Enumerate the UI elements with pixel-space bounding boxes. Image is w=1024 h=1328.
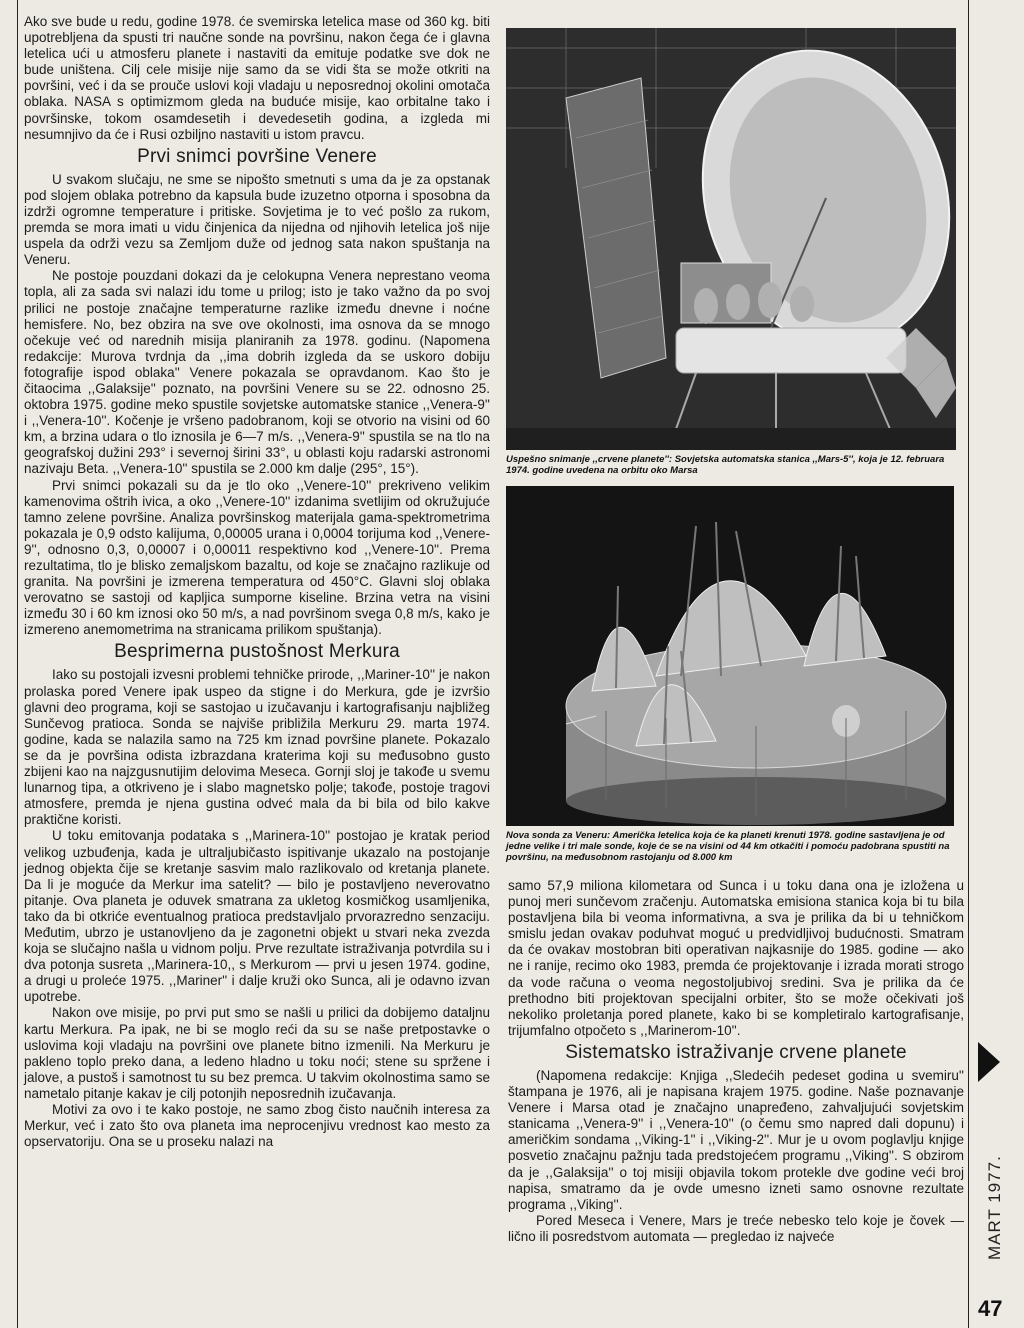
heading-mercury-desolation: Besprimerna pustošnost Merkura [114, 641, 400, 663]
venus-multiprobe-illustration [506, 486, 954, 826]
intro-paragraph: Ako sve bude u redu, godine 1978. će svemirska letelica mase od 360 kg. biti upotrebljena da spusti tri naučne sonde na površinu, nakon čega će i glavna letelica ući u atmosferu planete i nastaviti da emituje podatke sve dok ne bude uništena. Cilj cele misije nije samo da se vidi šta se može otkriti na površini, već i da se prouče uslovi koji vladaju u neposrednoj okolini omotača oblaka. NASA s optimizmom gleda na buduće misije, kao orbitalne tako i površinske, tokom osamdesetih i devedesetih godina, a izgleda mi nesumnjivo da će i Rusi ozbiljno nastaviti u istom pravcu. [24, 14, 490, 142]
paragraph: (Napomena redakcije: Knjiga ,,Sledećih pedeset godina u svemiru'' štampana je 1976, ali je napisana krajem 1975. godine. Naše poznavanje Venere i Marsa otad je značajno unapređeno, zahvaljujući sovjetskim stanicama ,,Venera-9'' i ,,Venera-10'' (o čemu smo napred dali dopunu) i američkim sondama ,,Viking-1'' i ,,Viking-2''. Mur je u ovom poglavlju knjige posvetio značajnu pažnju tada predstojećem programu ,,Viking''. S obzirom da je ,,Galaksija'' o toj misiji objavila tokom protekle dve godine veći broj napisa, smatramo da je ovde umesno izneti samo osnovne rezultate programa ,,Viking''. [508, 1067, 964, 1212]
heading-first-venus-images: Prvi snimci površine Venere [137, 145, 377, 167]
left-text-column [24, 14, 490, 1150]
paragraph: Iako su postojali izvesni problemi tehničke prirode, ,,Mariner-10'' je nakon prolaska pored Venere ipak uspeo da stigne i do Merkura, gde je izvršio glavni deo programa, koji se sastojao u izučavanju i kartografisanju najbližeg Sunčevog pratioca. Sonda se najviše približila Merkuru 29. marta 1974. godine, kada se nalazila samo na 725 km iznad površine planete. Pokazalo se da je površina odista izbrazdana kraterima koji su međusobno gusto zbijeni kao na najzgusnutijim delovima Meseca. Gornji sloj je takođe u svemu lunarnog tipa, a otkriveno je i slabo magnetsko polje; takođe, postoje tragovi atmosfere, premda je njena gustina odveć mala da bi bila od bilo kakve praktične koristi. [24, 667, 490, 828]
paragraph: samo 57,9 miliona kilometara od Sunca i u toku dana ona je izložena u punoj meri sunčevom zračenju. Automatska emisiona stanica koja bi tu bila postavljena bila bi veoma informativna, a sva je prilika da bi u tehničkom smislu jedan ovakav poduhvat moguć u predvidljivoj budućnosti. Smatram da će ovakav mostobran biti operativan najkasnije do 1985. godine — ako ne i ranije, recimo oko 1983, premda će projektovanje i izrada morati strogo da vode računa o veoma negostoljubivoj sredini. Sva je prilika da će prethodno biti projektovan specijalni orbiter, što se može očekivati još nekoliko proletanja pored planete, kako bi se kompletiralo kartografisanje, trijumfalno otpočeto s ,,Marinerom-10''. [508, 878, 964, 1038]
page-number: 47 [978, 1296, 1003, 1321]
venus-probe-caption: Nova sonda za Veneru: Američka letelica koja će ka planeti krenuti 1978. godine sastavljena je od jedne velike i tri male sonde, koje će se na visini od 44 km otkačiti i pomoću padobrana spustiti na površinu, na međusobnom rastojanju od 8.000 km [506, 830, 950, 863]
continue-arrow-icon [978, 1042, 1000, 1082]
mars5-illustration [506, 28, 956, 450]
heading-red-planet: Sistematsko istraživanje crvene planete [565, 1041, 907, 1063]
paragraph: Prvi snimci pokazali su da je tlo oko ,,Venere-10'' prekriveno velikim kamenovima oštrih ivica, a oko ,,Venere-10'' izdanima svetlijim od okružujuće tamno zelene površine. Analiza površinskog materijala gama-spektrometrima pokazala je 0,9 odsto kalijuma, 0,00005 urana i 0,0004 torijuma kod ,,Venere-9'', odnosno 0,3, 0,00007 i 0,00011 respektivno kod ,,Venere-10''. Prema rezultatima, tlo je blisko zemaljskom bazaltu, od koje se značajno razlikuje od granita. Na površini je izmerena temperatura od 450°C. Glavni sloj oblaka verovatno se sastoji od kapljica sumporne kiseline. Brzina vetra na visini između 30 i 60 km iznosi oko 50 m/s, a nad površinom svega 0,8 m/s, kako je izmereno anemometrima na stranicama prilikom spuštanja). [24, 477, 490, 638]
right-margin-rule [968, 0, 969, 1328]
paragraph: Ne postoje pouzdani dokazi da je celokupna Venera neprestano veoma topla, ali za sada svi nalazi idu tome u prilog; isto je tako važno da po svoj prilici ne postoje značajne temperaturne razlike između dnevne i noćne hemisfere. No, bez obzira na sve ove okolnosti, ima osnova da se mnogo očekuje već od narednih misija planiranih za 1978. godinu. (Napomena redakcije: Murova tvrdnja da ,,ima dobrih izgleda da se uskoro dobiju fotografije ispod oblaka'' Venere pokazala se opravdanom. Kao što je čitaocima ,,Galaksije'' poznato, na površini Venere su se 22. odnosno 25. oktobra 1975. godine meko spustile sovjetske automatske stanice ,,Venera-9'' i ,,Venera-10''. Kočenje je vršeno padobranom, koji se otvorio na visini od 60 km, a brzina udara o tlo iznosila je 6—7 m/s. ,,Venera-9'' spustila se na tlo na geografskoj dužini 293° i severnoj širini 33°, u oblasti koju radarski astronomi nazivaju Beta. ,,Venera-10'' spustila se 2.000 km dalje (295°, 15°). [24, 268, 490, 477]
paragraph: Motivi za ovo i te kako postoje, ne samo zbog čisto naučnih interesa za Merkur, već i zato što ova planeta ima neprocenjivu vrednost kao mesto za opservatoriju. Ona se u proseku nalazi na [24, 1102, 490, 1150]
paragraph: Nakon ove misije, po prvi put smo se našli u prilici da dobijemo dataljnu kartu Merkura. Pa ipak, ne bi se moglo reći da su se naše pretpostavke o uslovima koji vladaju na površini ove planete bitno izmenili. Na Merkuru je pakleno toplo preko dana, a ledeno hladno u toku noći; stene su spržene i jalove, a pustoš i samotnost tu su bez premca. U takvim okolnostima samo se nametalo pitanje kakav je cilj potonjih neposrednih izučavanja. [24, 1005, 490, 1101]
paragraph: U svakom slučaju, ne sme se nipošto smetnuti s uma da je za opstanak pod slojem oblaka potrebno da kapsula bude izuzetno otporna i sposobna da izdrži ogromne temperature i pritiske. Sovjetima je to već pošlo za rukom, premda se mora imati u vidu činjenica da nijedna od njihovih letelica još nije uspela da održi vezu sa Zemljom duže od jednog sata nakon spuštanja na Veneru. [24, 171, 490, 268]
paragraph: U toku emitovanja podataka s ,,Marinera-10'' postojao je kratak period velikog uzbuđenja, kada je ultraljubičasto ispitivanje ukazalo na postojanje jednog objekta čije se kretanje sasvim malo razlikovalo od kretanja planete. Da li je moguće da Merkur ima satelit? — bilo je postavljeno neverovatno pitanje. Ova planeta je oduvek smatrana za ukletog kosmičkog usamljenika, tako da bi otkriće eventualnog pratioca predstavljalo prvorazredno senzaciju. Međutim, ubrzo je ustanovljeno da je zagonetni objekt u stvari neka zvezda koja se slučajno našla u vidnom polju. Prve rezultate istraživanja potvrdila su i dva potonja susreta ,,Marinera-10,, s Merkurom — prvi u jesen 1974. godine, a drugi u proleće 1975. ,,Mariner'' i dalje kruži oko Sunca, ali je odavno izvan upotrebe. [24, 828, 490, 1005]
mars5-caption: Uspešno snimanje ,,crvene planete'': Sovjetska automatska stanica ,,Mars-5'', koja je 12. februara 1974. godine uvedena na orbitu oko Marsa [506, 454, 945, 476]
left-margin-rule [17, 0, 18, 1328]
right-text-column [508, 878, 964, 1245]
mars5-photo [506, 28, 956, 450]
issue-date: MART 1977. [985, 1155, 1004, 1261]
show-through-watermark [990, 300, 1020, 700]
paragraph: Pored Meseca i Venere, Mars je treće nebesko telo koje je čovek — lično ili posredstvom automata — pregledao iz najveće [508, 1212, 964, 1244]
venus-probe-photo [506, 486, 954, 826]
